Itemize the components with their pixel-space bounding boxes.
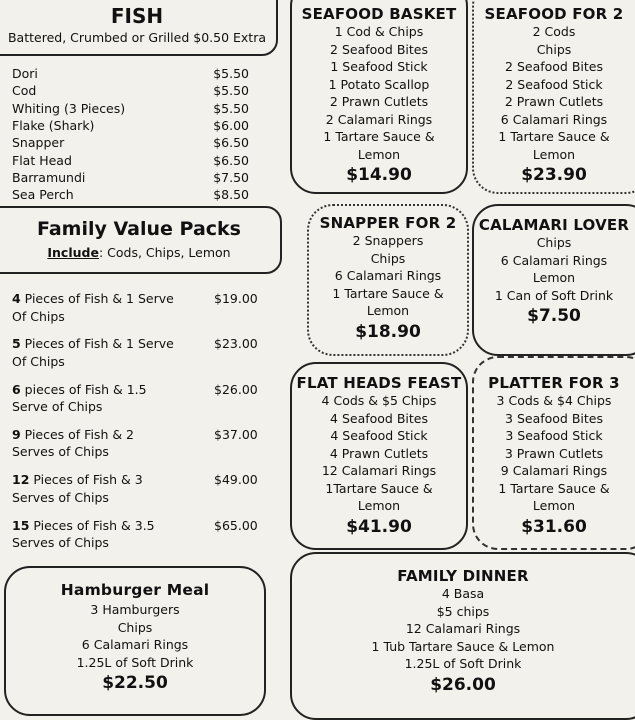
menu-line: 1 Can of Soft Drink	[494, 287, 614, 303]
snapper-for-2-box	[307, 204, 469, 356]
family-pack-desc-line2: Serves of Chips	[12, 489, 109, 505]
fish-item-name: Flake (Shark)	[12, 117, 95, 133]
menu-line: 1 Tartare Sauce &	[498, 129, 610, 144]
fish-item-row	[12, 135, 249, 152]
menu-line: 2 Seafood Stick	[505, 76, 603, 92]
flat-heads-feast-lines	[292, 392, 466, 515]
menu-line: 6 Calamari Rings	[81, 637, 189, 652]
fish-item-row	[12, 187, 249, 204]
family-pack-count: 9	[12, 426, 21, 442]
family-pack-text: Pieces of Fish & 1 Serve	[20, 336, 174, 352]
fish-item-row	[12, 101, 249, 118]
menu-line: Chips	[117, 619, 153, 635]
family-pack-count: 6	[12, 381, 21, 397]
calamari-lover-lines	[474, 234, 634, 304]
include-text: : Cods, Chips, Lemon	[98, 245, 231, 260]
family-pack-count: 15	[12, 517, 30, 533]
menu-line: 3 Hamburgers	[90, 602, 180, 617]
hamburger-meal-title: Hamburger Meal	[60, 581, 210, 599]
family-pack-desc-line2: Serves of Chips	[12, 444, 109, 460]
fish-item-price: $8.50	[213, 187, 249, 203]
family-pack-price: $26.00	[214, 381, 258, 397]
menu-line: 6 Calamari Rings	[334, 268, 442, 283]
menu-line: $5 chips	[436, 603, 490, 619]
menu-line: 2 Prawn Cutlets	[329, 94, 429, 109]
fish-item-row	[12, 66, 249, 83]
menu-line: 4 Seafood Stick	[330, 428, 428, 443]
menu-line: 3 Prawn Cutlets	[504, 445, 604, 461]
family-pack-desc-line2: Of Chips	[12, 308, 65, 324]
calamari-lover-price: $7.50	[527, 306, 581, 326]
menu-line: Chips	[370, 250, 406, 266]
seafood-basket-price: $14.90	[346, 165, 412, 185]
menu-line: 2 Seafood Bites	[505, 59, 603, 74]
fish-item-row	[12, 170, 249, 187]
menu-line: 2 Snappers	[352, 233, 424, 248]
family-pack-price: $49.00	[214, 472, 258, 488]
fish-item-row	[12, 153, 249, 170]
family-pack-desc-line2: Serves of Chips	[12, 535, 109, 550]
fish-item-name: Snapper	[12, 135, 65, 151]
family-pack-row	[12, 426, 257, 461]
menu-line: 6 Calamari Rings	[500, 252, 608, 268]
family-packs-include	[0, 245, 280, 260]
calamari-lover-box	[472, 204, 635, 356]
menu-line: 4 Basa	[441, 586, 485, 601]
family-pack-count: 4	[12, 291, 21, 306]
calamari-lover-title: CALAMARI LOVER	[478, 216, 630, 234]
family-pack-desc-line2: Of Chips	[12, 353, 65, 369]
fish-item-row	[12, 118, 249, 135]
fish-header-box	[0, 0, 278, 56]
platter-for-3-lines	[474, 392, 634, 515]
seafood-for-2-price: $23.90	[521, 165, 587, 185]
fish-title: FISH	[110, 4, 164, 28]
fish-item-price: $6.00	[213, 117, 249, 133]
menu-line: 4 Prawn Cutlets	[329, 445, 429, 461]
family-pack-text: Pieces of Fish & 3.5	[29, 517, 155, 533]
menu-line: 3 Seafood Stick	[505, 428, 603, 443]
flat-heads-feast-box	[290, 362, 468, 550]
flat-heads-feast-price: $41.90	[346, 516, 412, 537]
family-packs-header-box	[0, 206, 282, 274]
menu-line: 4 Cods & $5 Chips	[321, 393, 437, 408]
fish-item-price: $5.50	[213, 66, 249, 81]
menu-line: 1.25L of Soft Drink	[76, 654, 194, 670]
fish-subtitle: Battered, Crumbed or Grilled $0.50 Extra	[7, 30, 267, 45]
fish-item-name: Barramundi	[12, 169, 86, 185]
seafood-for-2-title: SEAFOOD FOR 2	[484, 5, 624, 23]
menu-line: Chips	[536, 41, 572, 57]
menu-line: 1 Potato Scallop	[328, 76, 430, 92]
fish-item-row	[12, 83, 249, 100]
family-pack-text: Pieces of Fish & 2	[20, 426, 135, 442]
fish-item-price: $5.50	[213, 83, 249, 99]
family-pack-row	[12, 517, 257, 552]
seafood-for-2-lines	[474, 23, 634, 163]
family-pack-price: $37.00	[214, 426, 258, 442]
snapper-for-2-lines	[309, 232, 467, 320]
family-pack-text: Pieces of Fish & 1 Serve	[20, 291, 174, 306]
menu-line: 3 Cods & $4 Chips	[496, 393, 612, 408]
menu-line: 9 Calamari Rings	[500, 463, 608, 478]
family-dinner-lines	[292, 585, 634, 673]
family-pack-text: pieces of Fish & 1.5	[20, 381, 147, 397]
family-pack-count: 5	[12, 336, 21, 352]
menu-line: 2 Prawn Cutlets	[504, 94, 604, 109]
family-pack-price: $23.00	[214, 336, 258, 352]
seafood-basket-lines	[292, 23, 466, 163]
menu-line: Lemon	[532, 146, 576, 162]
include-label: Include	[47, 245, 99, 260]
family-pack-desc-line2: Serve of Chips	[12, 399, 103, 415]
snapper-for-2-title: SNAPPER FOR 2	[319, 214, 457, 232]
menu-line: 6 Calamari Rings	[500, 111, 608, 127]
platter-for-3-price: $31.60	[521, 516, 587, 537]
fish-item-price: $7.50	[213, 169, 249, 185]
menu-line: Chips	[536, 235, 572, 250]
family-pack-text: Pieces of Fish & 3	[29, 472, 143, 488]
fish-item-name: Sea Perch	[12, 187, 74, 203]
menu-line: 2 Calamari Rings	[325, 111, 433, 127]
fish-item-name: Cod	[12, 83, 37, 99]
family-pack-row	[12, 335, 257, 370]
fish-item-name: Dori	[12, 66, 38, 81]
platter-for-3-title: PLATTER FOR 3	[488, 374, 620, 392]
family-pack-count: 12	[12, 472, 30, 488]
hamburger-meal-box	[4, 566, 266, 716]
family-pack-price: $19.00	[214, 291, 258, 306]
platter-for-3-box	[472, 356, 635, 550]
fish-item-name: Flat Head	[12, 152, 72, 168]
menu-line: 1 Tub Tartare Sauce & Lemon	[371, 638, 555, 654]
menu-line: 4 Seafood Bites	[330, 410, 428, 426]
menu-line: 1Tartare Sauce &	[325, 480, 433, 496]
family-pack-row	[12, 290, 257, 325]
family-packs-title: Family Value Packs	[37, 218, 241, 240]
hamburger-meal-price: $22.50	[102, 673, 168, 693]
family-dinner-price: $26.00	[430, 674, 496, 695]
fish-item-price: $6.50	[213, 135, 249, 151]
menu-line: 2 Seafood Bites	[330, 41, 428, 57]
flat-heads-feast-title: FLAT HEADS FEAST	[296, 374, 462, 392]
family-dinner-title: FAMILY DINNER	[397, 567, 529, 585]
seafood-for-2-box	[472, 0, 635, 194]
family-pack-row	[12, 381, 257, 416]
hamburger-meal-lines	[6, 601, 264, 671]
fish-item-price: $5.50	[213, 100, 249, 116]
menu-line: 1 Cod & Chips	[334, 24, 424, 39]
seafood-basket-box	[290, 0, 468, 194]
menu-line: 3 Seafood Bites	[505, 410, 603, 426]
menu-line: 1 Tartare Sauce &	[323, 129, 435, 144]
fish-item-name: Whiting (3 Pieces)	[12, 100, 126, 116]
snapper-for-2-price: $18.90	[355, 321, 421, 342]
menu-line: 12 Calamari Rings	[405, 621, 521, 636]
menu-line: Lemon	[532, 498, 576, 513]
family-dinner-box	[290, 552, 635, 720]
family-pack-price: $65.00	[214, 517, 258, 533]
menu-line: 1 Tartare Sauce &	[498, 480, 610, 496]
menu-line: 1.25L of Soft Drink	[404, 656, 522, 671]
family-pack-row	[12, 471, 257, 506]
menu-line: Lemon	[357, 146, 401, 162]
seafood-basket-title: SEAFOOD BASKET	[301, 5, 457, 23]
menu-line: Lemon	[366, 303, 410, 318]
menu-line: 1 Tartare Sauce &	[332, 285, 444, 301]
menu-line: 12 Calamari Rings	[321, 463, 437, 478]
fish-item-price: $6.50	[213, 152, 249, 168]
menu-line: Lemon	[532, 270, 576, 285]
menu-line: Lemon	[357, 498, 401, 513]
menu-line: 2 Cods	[532, 24, 576, 39]
menu-line: 1 Seafood Stick	[330, 59, 428, 74]
